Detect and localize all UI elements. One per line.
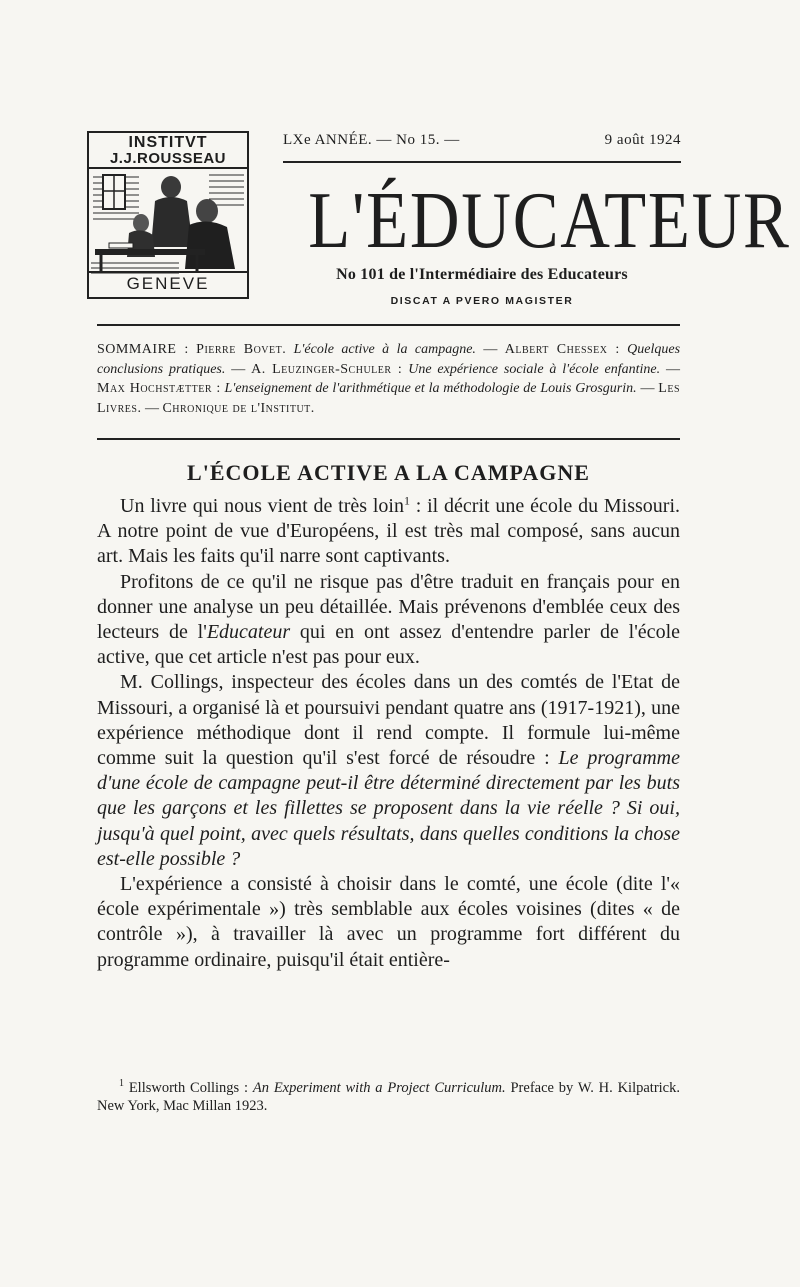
toc-title-3: Une expérience sociale à l'école enfantine.	[408, 361, 661, 377]
p2-text-b: qui en ont assez d'entendre parler de l'école active, que cet article n'est pas pour eux.	[97, 621, 680, 669]
logo-header	[89, 133, 247, 169]
institute-logo	[87, 131, 249, 299]
paragraph-2	[97, 570, 680, 671]
paragraph-1	[97, 494, 680, 570]
p2-emphasis: Educateur	[206, 621, 291, 644]
toc-rule	[97, 438, 680, 440]
logo-line2: J.J.ROUSSEAU	[109, 150, 227, 167]
journal-subtitle: No 101 de l'Intermédiaire des Educateurs	[336, 266, 628, 283]
article-title: L'ÉCOLE ACTIVE A LA CAMPAGNE	[187, 460, 590, 485]
issue-number: LXe ANNÉE. — No 15. —	[283, 132, 460, 148]
p1-text-a: Un livre qui nous vient de très loin	[120, 495, 404, 517]
toc-author-5: Les Livres.	[97, 381, 681, 416]
toc-title-2: Quelques conclusions pratiques.	[97, 342, 681, 377]
footnote-mark: 1	[119, 1078, 124, 1089]
toc-author-3: A. Leuzinger-Schuler :	[251, 361, 403, 377]
footnote	[97, 1075, 680, 1115]
footnote-emphasis: An Experiment with a Project Curriculum.	[252, 1079, 506, 1096]
footnote-text-a: Ellsworth Collings :	[124, 1079, 253, 1096]
toc-title-4: L'enseignement de l'arithmétique et la méthodologie de Louis Grosgurin.	[224, 381, 637, 397]
paragraph-4: L'expérience a consisté à choisir dans le comté, une école (dite l'« école expérimentale ») très semblable aux écoles voisines (dites « de contrôle »), à travailler là avec un programme fort différent du programme ordinaire, puisqu'il était entière-	[97, 873, 680, 971]
engraving-illustration	[89, 169, 247, 275]
paragraph-3	[97, 670, 680, 872]
issue-line	[283, 132, 681, 149]
logo-city: GENEVE	[89, 271, 247, 297]
toc-author-2: Albert Chessex :	[504, 342, 620, 357]
toc-label: SOMMAIRE :	[97, 342, 189, 357]
journal-title: L'ÉDUCATEUR	[308, 177, 791, 265]
p2-text-a: Profitons de ce qu'il ne risque pas d'être traduit en français pour en donner une analyse un peu détaillée. Mais prévenons d'emblée ceux des lecteurs de l'	[97, 570, 680, 644]
footnote-text-b: Preface by W. H. Kilpatrick. New York, Mac Millan 1923.	[97, 1079, 680, 1114]
article-body	[97, 494, 680, 973]
p1-text-b: : il décrit une école du Missouri. A notre point de vue d'Européens, il est très mal composé, sans aucun art. Mais les faits qu'il narre sont captivants.	[97, 495, 680, 568]
journal-motto: DISCAT A PVERO MAGISTER	[390, 295, 574, 307]
logo-line1: INSTITVT	[128, 134, 208, 151]
toc-title-1: L'école active à la campagne.	[293, 342, 476, 357]
toc-author-6: Chronique de l'Institut.	[162, 400, 315, 416]
issue-date: 9 août 1924	[604, 132, 681, 148]
toc-author-4: Max Hochstætter :	[97, 381, 221, 397]
toc-author-1: Pierre Bovet.	[196, 342, 287, 357]
table-of-contents: SOMMAIRE : Pierre Bovet. L'école active à la campagne. — Albert Chessex : Quelques conclusions pratiques. — A. Leuzinger-Schuler : Une expérience sociale à l'école enfantine. — Max Hochstætter : L'enseignement de l'arithmétique et la méthodologie de Louis Grosgurin. — Les Livres. — Chronique de l'Institut.	[97, 342, 681, 416]
header-rule-bottom	[97, 324, 680, 326]
p3-emphasis: Le programme d'une école de campagne peut-il être déterminé directement par les buts que les garçons et les fillettes se proposent dans la vie réelle ? Si oui, jusqu'à quel point, avec quels résultats, dans quelles conditions la chose est-elle possible ?	[97, 747, 681, 870]
p3-text-a: M. Collings, inspecteur des écoles dans un des comtés de l'Etat de Missouri, a organisé là et poursuivi pendant quatre ans (1917-1921), une expérience méthodique dont il rend compte. Il formule lui-même comme suit la question qu'il s'est forcé de résoudre :	[97, 671, 680, 770]
footnote-ref: 1	[403, 493, 410, 508]
header-rule-top	[283, 161, 681, 163]
